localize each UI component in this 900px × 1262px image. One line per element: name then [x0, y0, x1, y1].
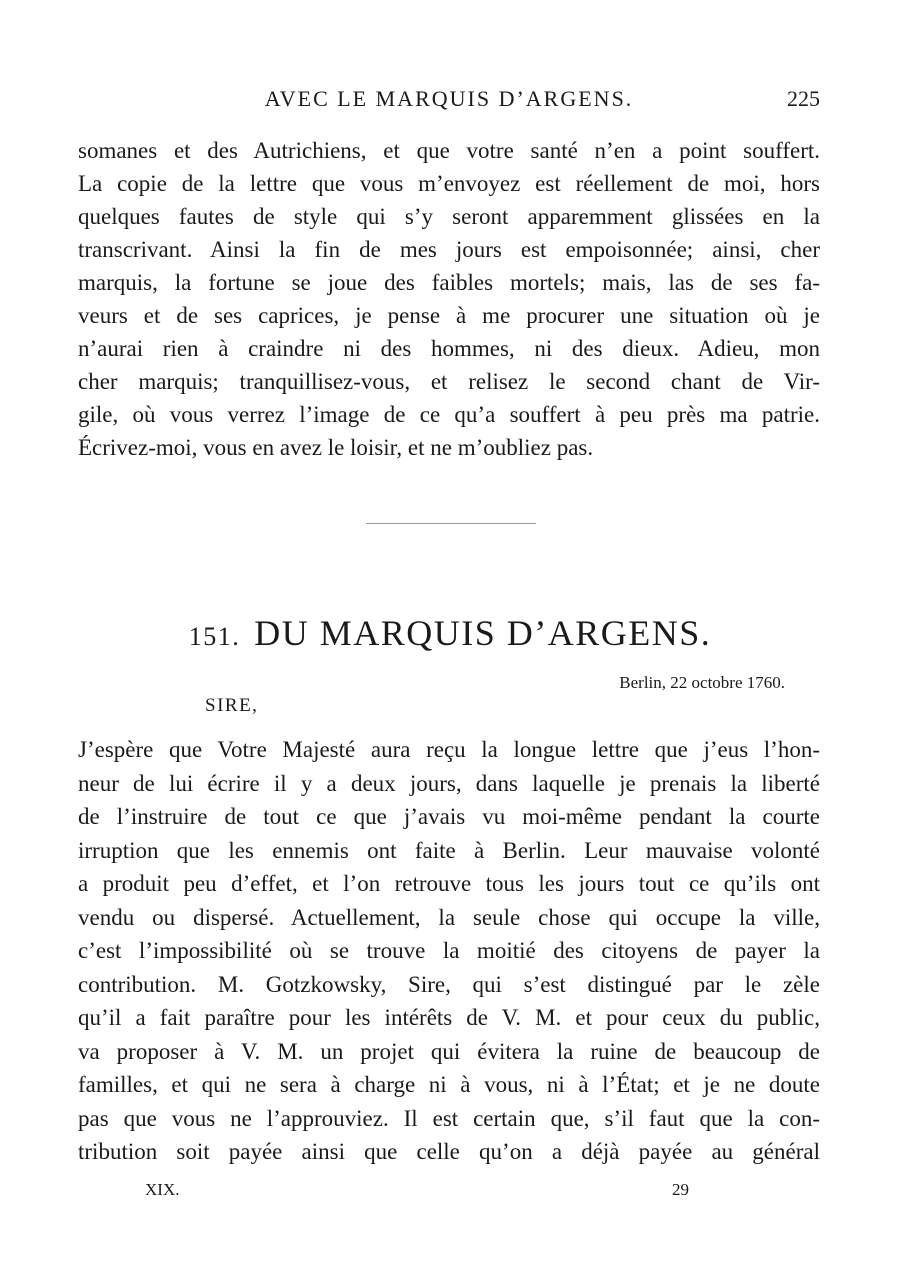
- text-line: va proposer à V. M. un projet qui évitera la ruine de beaucoup de: [78, 1038, 820, 1064]
- text-line: a produit peu d’effet, et l’on retrouve tous les jours tout ce qu’ils ont: [78, 871, 820, 896]
- text-line: marquis, la fortune se joue des faibles mortels; mais, las de ses fa-: [78, 270, 820, 295]
- text-line: de l’instruire de tout ce que j’avais vu moi-même pendant la courte: [78, 804, 820, 829]
- text-line: n’aurai rien à craindre ni des hommes, ni des dieux. Adieu, mon: [78, 336, 820, 361]
- text-line: qu’il a fait paraître pour les intérêts de V. M. et pour ceux du public,: [78, 1005, 820, 1030]
- letter-title: DU MARQUIS D’ARGENS.: [254, 613, 712, 653]
- text-line: pas que vous ne l’approuviez. Il est certain que, s’il faut que la con-: [78, 1105, 820, 1131]
- text-line: gile, où vous verrez l’image de ce qu’a souffert à peu près ma patrie.: [78, 402, 820, 427]
- footer-sheet-number: 29: [672, 1180, 689, 1199]
- salutation: SIRE,: [205, 695, 259, 716]
- text-line: familles, et qui ne sera à charge ni à vous, ni à l’État; et je ne doute: [78, 1072, 820, 1097]
- text-line: vendu ou dispersé. Actuellement, la seule chose qui occupe la ville,: [78, 904, 820, 930]
- text-line: contribution. M. Gotzkowsky, Sire, qui s’est distingué par le zèle: [78, 971, 820, 997]
- text-line: quelques fautes de style qui s’y seront apparemment glissées en la: [78, 204, 820, 229]
- running-header: [78, 86, 820, 122]
- text-line: somanes et des Autrichiens, et que votre santé n’en a point souffert.: [78, 138, 820, 163]
- letter-body: [78, 733, 820, 1169]
- text-line: transcrivant. Ainsi la fin de mes jours est empoisonnée; ainsi, cher: [78, 237, 820, 262]
- text-line: Écrivez-moi, vous en avez le loisir, et ne m’oubliez pas.: [78, 435, 594, 460]
- footer-signature: XIX.: [145, 1180, 180, 1199]
- text-line: c’est l’impossibilité où se trouve la moitié des citoyens de payer la: [78, 938, 820, 963]
- text-line: veurs et de ses caprices, je pense à me procurer une situation où je: [78, 303, 820, 328]
- letter-heading: [0, 612, 900, 654]
- text-line: irruption que les ennemis ont faite à Berlin. Leur mauvaise volonté: [78, 837, 820, 863]
- section-divider: [366, 523, 536, 524]
- running-title: AVEC LE MARQUIS D’ARGENS.: [264, 86, 634, 111]
- paragraph-continued: [78, 134, 820, 464]
- text-line: cher marquis; tranquillisez-vous, et relisez le second chant de Vir-: [78, 369, 820, 394]
- text-line: tribution soit payée ainsi que celle qu’on a déjà payée au général: [78, 1139, 820, 1164]
- dateline: Berlin, 22 octobre 1760.: [619, 673, 785, 692]
- text-line: La copie de la lettre que vous m’envoyez est réellement de moi, hors: [78, 171, 820, 196]
- letter-number: 151.: [188, 622, 241, 651]
- text-line: J’espère que Votre Majesté aura reçu la longue lettre que j’eus l’hon-: [78, 737, 820, 762]
- text-line: neur de lui écrire il y a deux jours, dans laquelle je prenais la liberté: [78, 770, 820, 796]
- page-number: 225: [787, 86, 820, 111]
